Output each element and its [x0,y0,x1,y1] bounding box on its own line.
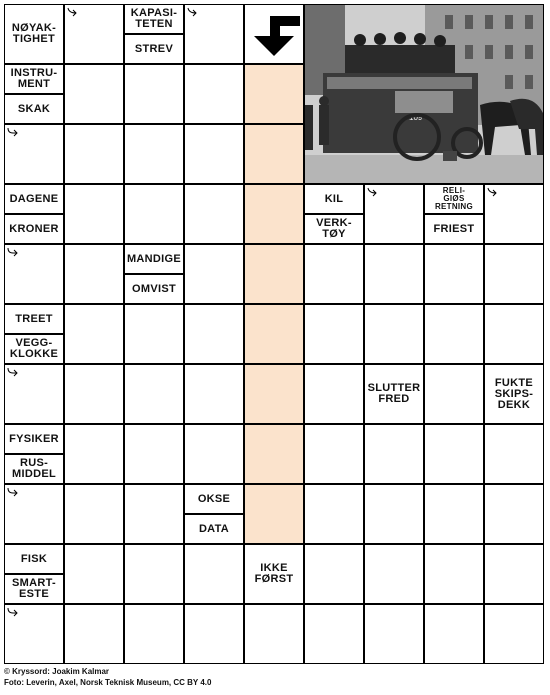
answer-cell[interactable] [424,424,484,484]
answer-cell[interactable] [244,64,304,124]
clue-slutter-fred: SLUTTER FRED [364,364,424,424]
answer-cell[interactable] [304,304,364,364]
answer-cell[interactable] [424,604,484,664]
clue-strev: STREV [124,34,184,64]
clue-religios-retning: RELI- GIØS RETNING [424,184,484,214]
clue-treet: TREET [4,304,64,334]
clue-verktoy: VERK- TØY [304,214,364,244]
answer-cell[interactable] [304,244,364,304]
answer-cell[interactable] [304,424,364,484]
answer-cell[interactable] [484,604,544,664]
arrow-right-icon [367,187,379,199]
photo-credit: Foto: Leverin, Axel, Norsk Teknisk Museum, CC BY 4.0 [4,678,212,687]
answer-cell[interactable] [184,244,244,304]
answer-cell[interactable] [124,604,184,664]
answer-cell[interactable] [424,484,484,544]
clue-noyaktighet: NØYAK- TIGHET [4,4,64,64]
answer-cell[interactable] [364,244,424,304]
clue-omvist: OMVIST [124,274,184,304]
arrow-right-icon [487,187,499,199]
crossword-grid [4,4,544,664]
photo-image [305,5,544,184]
clue-data: DATA [184,514,244,544]
answer-cell[interactable] [184,124,244,184]
answer-cell[interactable] [124,484,184,544]
answer-cell[interactable] [364,304,424,364]
answer-cell[interactable] [364,544,424,604]
answer-cell[interactable] [364,424,424,484]
answer-cell[interactable] [484,424,544,484]
answer-cell[interactable] [424,304,484,364]
answer-cell[interactable] [244,364,304,424]
answer-cell[interactable] [184,604,244,664]
answer-cell[interactable] [64,424,124,484]
solution-column-arrow-icon [250,14,302,58]
answer-cell[interactable] [424,244,484,304]
answer-cell[interactable] [184,64,244,124]
answer-cell[interactable] [244,304,304,364]
puzzle-credit: © Kryssord: Joakim Kalmar [4,667,110,676]
clue-skak: SKAK [4,94,64,124]
clue-veggklokke: VEGG- KLOKKE [4,334,64,364]
answer-cell[interactable] [304,364,364,424]
clue-friest: FRIEST [424,214,484,244]
clue-okse: OKSE [184,484,244,514]
answer-cell[interactable] [484,304,544,364]
answer-cell[interactable] [184,364,244,424]
answer-cell[interactable] [244,604,304,664]
answer-cell[interactable] [184,544,244,604]
answer-cell[interactable] [424,364,484,424]
clue-ikke-forst: IKKE FØRST [244,544,304,604]
answer-cell[interactable] [304,544,364,604]
answer-cell[interactable] [64,364,124,424]
answer-cell[interactable] [124,184,184,244]
clue-fysiker: FYSIKER [4,424,64,454]
clue-kroner: KRONER [4,214,64,244]
answer-cell[interactable] [64,544,124,604]
answer-cell[interactable] [124,64,184,124]
answer-cell[interactable] [484,544,544,604]
clue-kil: KIL [304,184,364,214]
clue-mandige: MANDIGE [124,244,184,274]
answer-cell[interactable] [184,424,244,484]
answer-cell[interactable] [304,604,364,664]
clue-fukte-skipsdekk: FUKTE SKIPS- DEKK [484,364,544,424]
answer-cell[interactable] [64,244,124,304]
answer-cell[interactable] [244,184,304,244]
answer-cell[interactable] [184,184,244,244]
photo-horse-omnibus [304,4,544,184]
answer-cell[interactable] [64,604,124,664]
answer-cell[interactable] [64,124,124,184]
answer-cell[interactable] [124,304,184,364]
answer-cell[interactable] [244,424,304,484]
answer-cell[interactable] [64,484,124,544]
arrow-down-icon [7,127,19,139]
arrow-right-icon [187,7,199,19]
arrow-down-icon [7,487,19,499]
clue-dagene: DAGENE [4,184,64,214]
clue-rusmiddel: RUS- MIDDEL [4,454,64,484]
clue-kapasiteten: KAPASI- TETEN [124,4,184,34]
photo-bus-number: 109 [409,113,423,122]
answer-cell[interactable] [64,64,124,124]
clue-instrument: INSTRU- MENT [4,64,64,94]
answer-cell[interactable] [424,544,484,604]
answer-cell[interactable] [64,304,124,364]
answer-cell[interactable] [184,304,244,364]
clue-smarteste: SMART- ESTE [4,574,64,604]
answer-cell[interactable] [124,544,184,604]
answer-cell[interactable] [124,364,184,424]
answer-cell[interactable] [124,124,184,184]
answer-cell[interactable] [364,484,424,544]
answer-cell[interactable] [244,124,304,184]
answer-cell[interactable] [304,484,364,544]
arrow-right-icon [67,7,79,19]
clue-fisk: FISK [4,544,64,574]
answer-cell[interactable] [244,484,304,544]
arrow-down-icon [7,367,19,379]
answer-cell[interactable] [124,424,184,484]
arrow-down-icon [7,607,19,619]
answer-cell[interactable] [244,244,304,304]
answer-cell[interactable] [364,604,424,664]
arrow-down-icon [7,247,19,259]
answer-cell[interactable] [484,484,544,544]
answer-cell[interactable] [484,244,544,304]
answer-cell[interactable] [64,184,124,244]
